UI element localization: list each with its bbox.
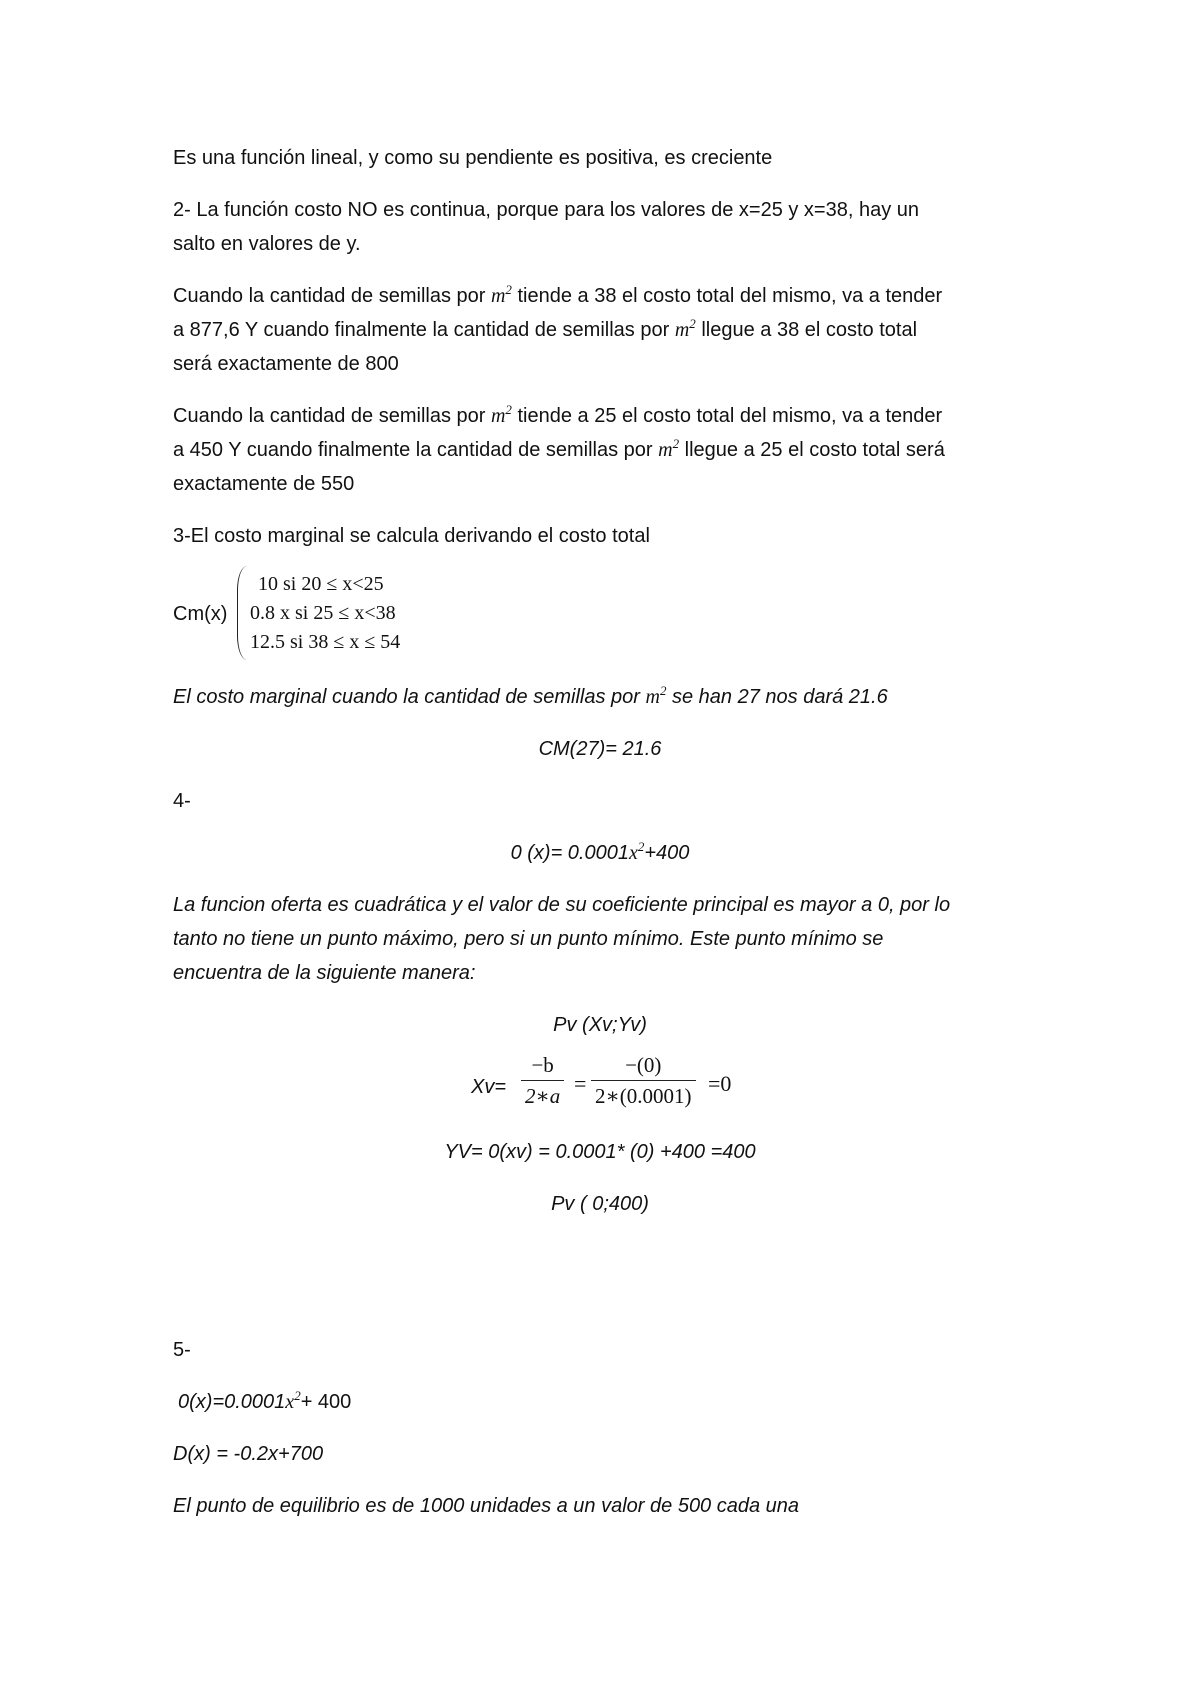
fraction-evaluated: $\frac{-(0)}{2∗(0.0001)}$ — [591, 1052, 696, 1109]
piecewise-case-1: 10 si 20 ≤ x<25 — [258, 573, 384, 595]
supply-text-line-3: encuentra de la siguiente manera: — [173, 962, 476, 984]
cm-label: Cm(x) — [173, 603, 228, 625]
marginal-cost-sentence: El costo marginal cuando la cantidad de semillas por $m^2$ se han 27 nos dará 21.6 — [173, 683, 888, 708]
piecewise-brace — [237, 566, 250, 660]
limit-38-line-3: será exactamente de 800 — [173, 353, 399, 375]
limit-25-line-3: exactamente de 550 — [173, 473, 355, 495]
cm-27-equation: CM(27)= 21.6 — [538, 738, 662, 760]
limit-38-line-2: a 877,6 Y cuando finalmente la cantidad de semillas por $m^2$ llegue a 38 el costo total — [173, 316, 918, 341]
item-4-heading: 4- — [173, 790, 191, 812]
supply-text-line-2: tanto no tiene un punto máximo, pero si un punto mínimo. Este punto mínimo se — [173, 928, 884, 950]
equilibrium-statement: El punto de equilibrio es de 1000 unidades a un valor de 500 cada una — [173, 1495, 800, 1517]
linear-function-statement: Es una función lineal, y como su pendiente es positiva, es creciente — [173, 147, 773, 169]
m-squared: $m^2$ — [658, 436, 680, 461]
item-2-line-1: 2- La función costo NO es continua, porque para los valores de x=25 y x=38, hay un — [173, 199, 920, 221]
item-2-line-2: salto en valores de y. — [173, 233, 361, 255]
vertex-point-result: Pv ( 0;400) — [551, 1193, 649, 1215]
m-squared: $m^2$ — [490, 282, 512, 307]
equals-sign: = — [574, 1071, 587, 1096]
item-3-heading: 3-El costo marginal se calcula derivando el costo total — [173, 525, 650, 547]
yv-equation: YV= 0(xv) = 0.0001* (0) +400 =400 — [444, 1141, 756, 1163]
xv-result: =0 — [708, 1071, 732, 1096]
m-squared: $m^2$ — [645, 683, 667, 708]
fraction-minus-b-over-2a: $\frac{-b}{2∗a}$ — [521, 1052, 564, 1109]
limit-38-line-1: Cuando la cantidad de semillas por $m^2$ tiende a 38 el costo total del mismo, va a tender — [173, 282, 943, 307]
supply-equation-5: $0(x)=0.0001x^2+ 400$ — [178, 1388, 352, 1413]
item-5-heading: 5- — [173, 1339, 191, 1361]
limit-25-line-2: a 450 Y cuando finalmente la cantidad de semillas por $m^2$ llegue a 25 el costo total será — [173, 436, 945, 461]
vertex-point-definition: Pv (Xv;Yv) — [553, 1014, 647, 1036]
demand-equation: D(x) = -0.2x+700 — [173, 1443, 324, 1465]
xv-label: Xv= — [471, 1076, 507, 1098]
piecewise-case-3: 12.5 si 38 ≤ x ≤ 54 — [250, 631, 401, 653]
limit-25-line-1: Cuando la cantidad de semillas por $m^2$ tiende a 25 el costo total del mismo, va a tender — [173, 402, 943, 427]
m-squared: $m^2$ — [490, 402, 512, 427]
x-squared: $x^2$ — [628, 839, 645, 864]
supply-function-equation: 0 $(x)= 0.0001x^2+400$ — [510, 839, 690, 864]
supply-text-line-1: La funcion oferta es cuadrática y el valor de su coeficiente principal es mayor a 0, por lo — [173, 894, 951, 916]
x-squared: $x^2$ — [285, 1388, 301, 1413]
piecewise-case-2: 0.8 x si 25 ≤ x<38 — [250, 602, 396, 624]
m-squared: $m^2$ — [674, 316, 696, 341]
